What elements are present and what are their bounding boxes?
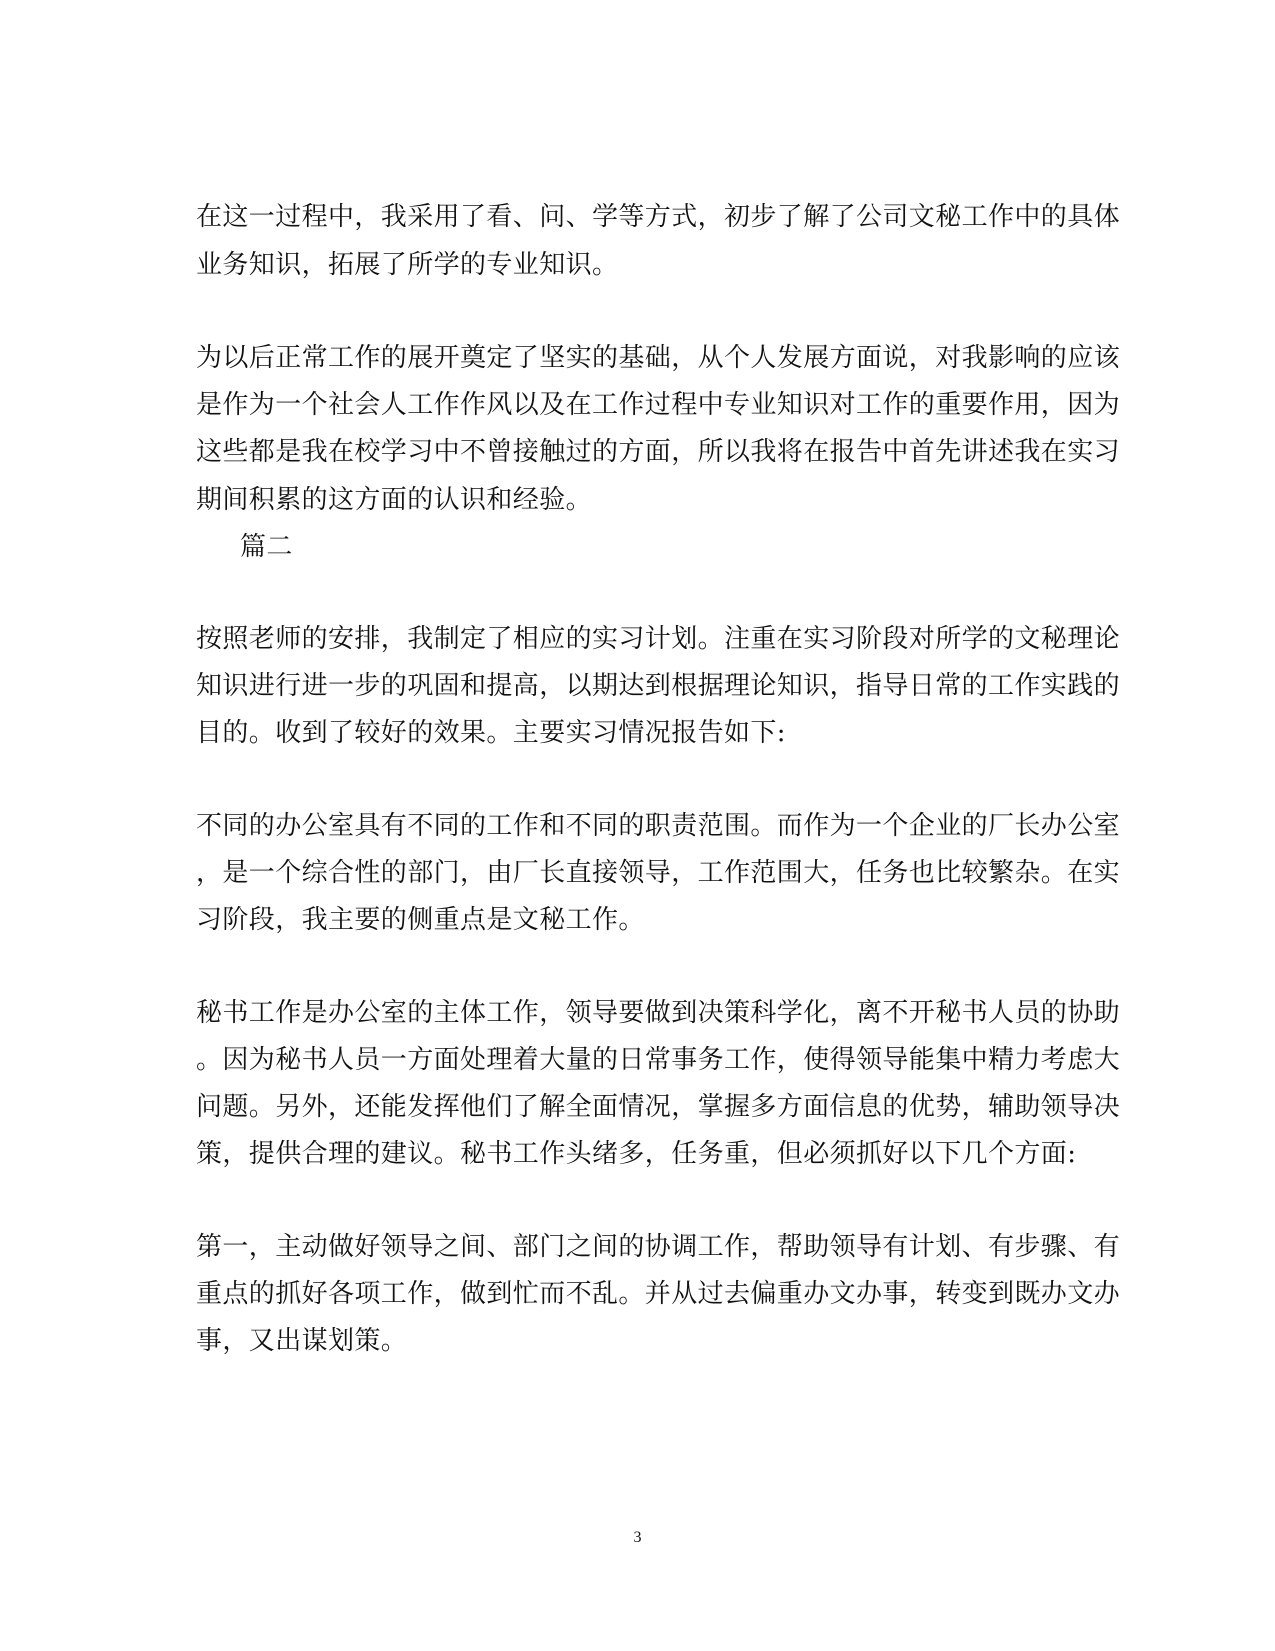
- text-line: 。因为秘书人员一方面处理着大量的日常事务工作，使得领导能集中精力考虑大: [196, 1045, 1121, 1075]
- text-line: 业务知识，拓展了所学的专业知识。: [196, 250, 619, 280]
- page-number: 3: [633, 1529, 642, 1546]
- text-line: 问题。另外，还能发挥他们了解全面情况，掌握多方面信息的优势，辅助领导决: [196, 1092, 1121, 1122]
- text-line: 事，又出谋划策。: [196, 1326, 408, 1356]
- text-line: 为以后正常工作的展开奠定了坚实的基础，从个人发展方面说，对我影响的应该: [196, 343, 1121, 373]
- text-line: 期间积累的这方面的认识和经验。: [196, 485, 593, 515]
- section-heading: 篇二: [240, 532, 293, 562]
- text-line: 知识进行进一步的巩固和提高，以期达到根据理论知识，指导日常的工作实践的: [196, 671, 1121, 701]
- text-line: 不同的办公室具有不同的工作和不同的职责范围。而作为一个企业的厂长办公室: [196, 811, 1121, 841]
- text-line: 秘书工作是办公室的主体工作，领导要做到决策科学化，离不开秘书人员的协助: [196, 998, 1121, 1028]
- text-line: 在这一过程中，我采用了看、问、学等方式，初步了解了公司文秘工作中的具体: [196, 202, 1121, 232]
- text-line: 第一，主动做好领导之间、部门之间的协调工作，帮助领导有计划、有步骤、有: [196, 1232, 1121, 1262]
- text-line: 这些都是我在校学习中不曾接触过的方面，所以我将在报告中首先讲述我在实习: [196, 437, 1121, 467]
- text-line: 习阶段，我主要的侧重点是文秘工作。: [196, 905, 645, 935]
- text-line: 是作为一个社会人工作作风以及在工作过程中专业知识对工作的重要作用，因为: [196, 390, 1121, 420]
- text-line: 策，提供合理的建议。秘书工作头绪多，任务重，但必须抓好以下几个方面:: [196, 1139, 1077, 1169]
- text-line: 目的。收到了较好的效果。主要实习情况报告如下:: [196, 718, 786, 748]
- text-line: 重点的抓好各项工作，做到忙而不乱。并从过去偏重办文办事，转变到既办文办: [196, 1279, 1121, 1309]
- text-line: 按照老师的安排，我制定了相应的实习计划。注重在实习阶段对所学的文秘理论: [196, 624, 1121, 654]
- text-line: ，是一个综合性的部门，由厂长直接领导，工作范围大，任务也比较繁杂。在实: [196, 858, 1121, 888]
